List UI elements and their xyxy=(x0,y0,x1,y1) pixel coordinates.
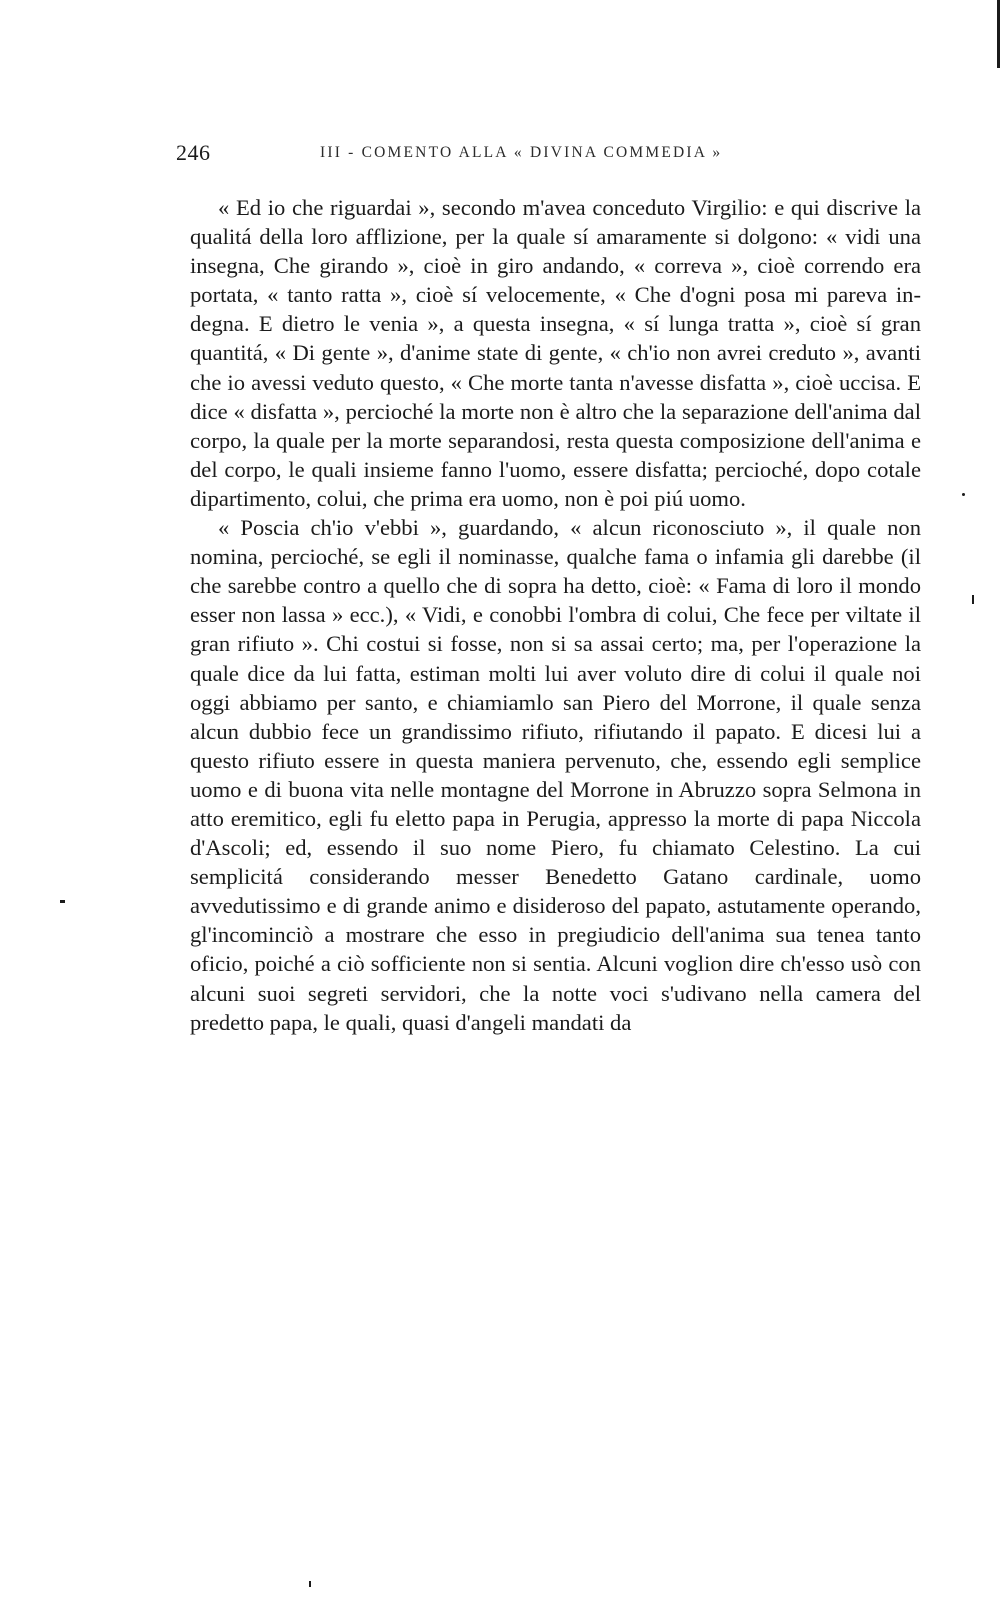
scan-edge-mark xyxy=(997,0,1000,68)
running-title: III - COMENTO ALLA « DIVINA COMMEDIA » xyxy=(320,144,723,161)
body-text xyxy=(190,193,921,1037)
paragraph: « Poscia ch'io v'ebbi », guardando, « alcun riconosciuto », il quale non nomina, percioché, se egli il nominasse, qualche fama o infamia gli darebbe (il che sarebbe contro a quello che di sopra ha detto, cioè: « Fama di loro il mondo esser non lassa » ecc.), « Vidi, e conobbi l'ombra di colui, Che fece per viltate il gran rifiuto ». Chi costui si fosse, non si sa assai certo; ma, per l'operazione la quale dice da lui fatta, estiman molti lui aver voluto dire di colui il quale noi oggi abbiamo per santo, e chiamiamlo san Piero del Morrone, il quale senza alcun dubbio fece un grandissimo rifiuto, rifiutando il papato. E dicesi lui a questo rifiuto essere in questa maniera pervenuto, che, essendo egli semplice uomo e di buona vita nelle montagne del Morrone in Abruzzo sopra Selmona in atto eremitico, egli fu eletto papa in Perugia, appresso la morte di papa Niccola d'Ascoli; ed, essendo il suo nome Piero, fu chiamato Celestino. La cui semplicitá considerando messer Benedetto Gatano cardinale, uomo avvedutissimo e di grande animo e disideroso del papato, astutamente operando, gl'incominciò a mostrare che esso in pregiudicio dell'anima sua tenea tanto oficio, poiché a ciò sofficiente non si sentia. Alcuni voglion dire ch'esso usò con alcuni suoi segreti servidori, che la notte voci s'udivano nella camera del predetto papa, le quali, quasi d'angeli mandati da xyxy=(190,515,921,1035)
running-head xyxy=(176,138,801,178)
scan-speck xyxy=(962,493,965,496)
scan-speck xyxy=(60,900,65,903)
paragraph: « Ed io che riguardai », secondo m'avea conceduto Virgilio: e qui discrive la qualitá della loro afflizione, per la quale sí amaramente si dolgono: « vidi una insegna, Che girando », cioè in giro andando, « correva », cioè correndo era portata, « tanto ratta », cioè sí velocemente, « Che d'ogni posa mi pareva indegna. E dietro le venia », a questa insegna, « sí lunga tratta », cioè sí gran quantitá, « Di gente », d'anime state di gente, « ch'io non avrei creduto », avanti che io avessi veduto questo, « Che morte tanta n'avesse disfatta », cioè uccisa. E dice « disfatta », percioché la morte non è altro che la separazione dell'anima dal corpo, la quale per la morte separandosi, resta questa composizione dell'anima e del corpo, le quali insieme fanno l'uomo, essere disfatta; percioché, dopo cotale dipartimento, colui, che prima era uomo, non è poi piú uomo. xyxy=(190,195,921,511)
page-number: 246 xyxy=(176,140,211,165)
scan-speck xyxy=(309,1581,311,1587)
scan-speck xyxy=(972,595,974,604)
